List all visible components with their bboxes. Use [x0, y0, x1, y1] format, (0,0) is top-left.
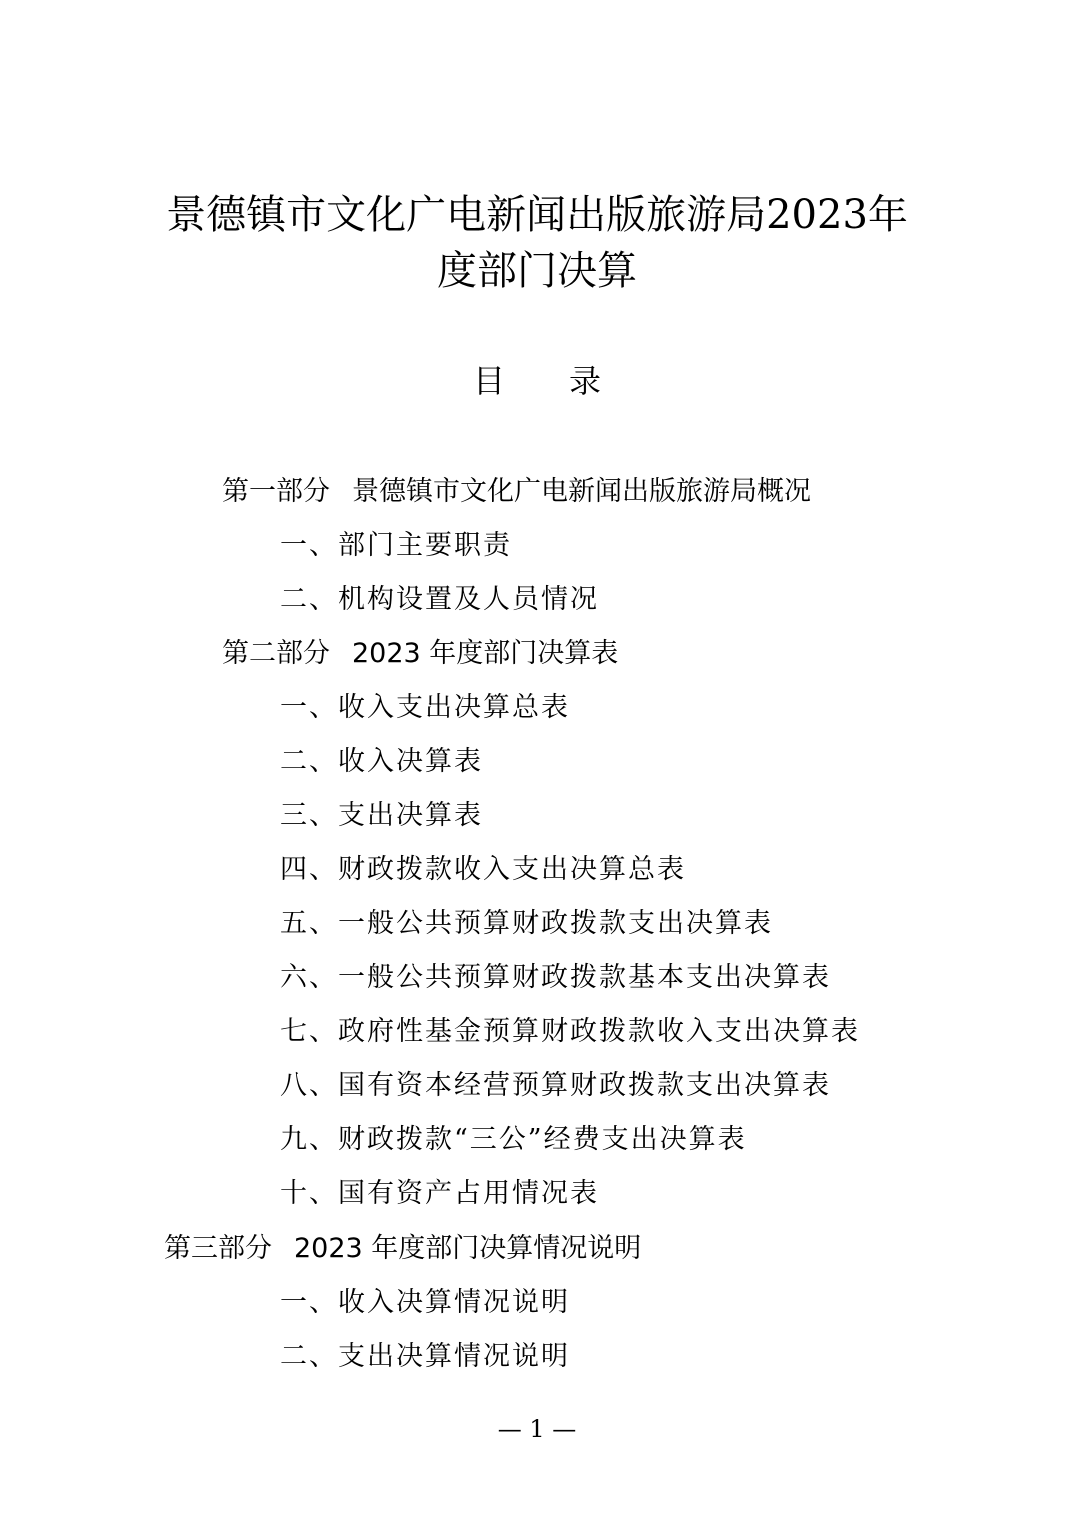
- toc-item: 一、收入支出决算总表: [280, 692, 570, 723]
- toc-item: 二、收入决算表: [280, 746, 483, 777]
- toc-part-1-title: 景德镇市文化广电新闻出版旅游局概况: [352, 476, 811, 507]
- toc-part-1: [222, 474, 811, 510]
- toc-item: 八、国有资本经营预算财政拨款支出决算表: [280, 1070, 831, 1101]
- toc-part-3-title: 2023 年度部门决算情况说明: [294, 1233, 642, 1264]
- toc-item: 一、收入决算情况说明: [280, 1287, 570, 1318]
- document-title-line-1: 景德镇市文化广电新闻出版旅游局2023年: [166, 192, 908, 238]
- toc-item: 十、国有资产占用情况表: [280, 1178, 599, 1209]
- toc-part-3-label: 第三部分: [164, 1233, 272, 1264]
- toc-heading-char-1: 目: [472, 362, 505, 400]
- toc-part-3: [164, 1231, 641, 1267]
- toc-heading-char-2: 录: [569, 362, 602, 400]
- toc-item: 三、支出决算表: [280, 800, 483, 831]
- toc-item: 四、财政拨款收入支出决算总表: [280, 854, 686, 885]
- page-number: — 1 —: [497, 1415, 577, 1443]
- toc-item: 七、政府性基金预算财政拨款收入支出决算表: [280, 1016, 860, 1047]
- toc-item: 六、一般公共预算财政拨款基本支出决算表: [280, 962, 831, 993]
- toc-item: 二、机构设置及人员情况: [280, 584, 599, 615]
- toc-part-2: [222, 636, 618, 672]
- document-title-line-2: 度部门决算: [437, 248, 637, 294]
- toc-item: 九、财政拨款“三公”经费支出决算表: [280, 1124, 747, 1155]
- toc-part-1-label: 第一部分: [222, 476, 330, 507]
- table-of-contents-heading: [0, 359, 1074, 403]
- toc-part-2-title: 2023 年度部门决算表: [352, 638, 619, 669]
- toc-part-2-label: 第二部分: [222, 638, 330, 669]
- toc-item: 一、部门主要职责: [280, 530, 512, 561]
- toc-item: 二、支出决算情况说明: [280, 1341, 570, 1372]
- toc-item: 五、一般公共预算财政拨款支出决算表: [280, 908, 773, 939]
